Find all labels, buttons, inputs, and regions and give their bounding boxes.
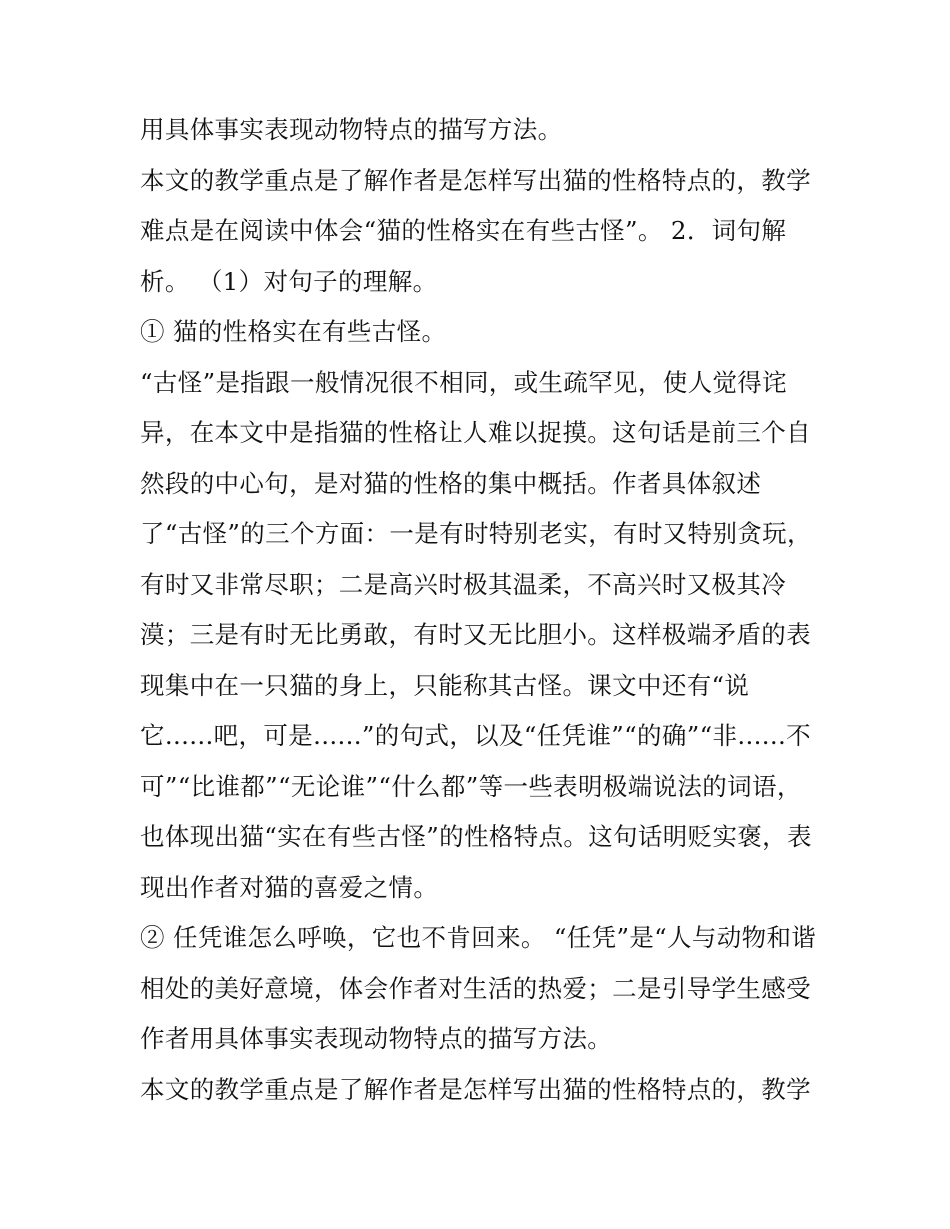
text-line: 现集中在一只猫的身上，只能称其古怪。课文中还有“说 bbox=[140, 670, 750, 700]
text-line: ① 猫的性格实在有些古怪。 bbox=[140, 317, 447, 346]
text-line: 析。 （1）对句子的理解。 bbox=[140, 266, 438, 296]
text-line: 了“古怪”的三个方面：一是有时特别老实，有时又特别贪玩， bbox=[140, 519, 812, 548]
text-line: 异，在本文中是指猫的性格让人难以捉摸。这句话是前三个自 bbox=[140, 418, 811, 447]
text-line: 用具体事实表现动物特点的描写方法。 bbox=[140, 115, 563, 144]
text-line: 可”“比谁都”“无论谁”“什么都”等一些表明极端说法的词语， bbox=[140, 771, 802, 801]
text-line: 本文的教学重点是了解作者是怎样写出猫的性格特点的，教学 bbox=[140, 165, 811, 195]
text-line: 作者用具体事实表现动物特点的描写方法。 bbox=[140, 1024, 613, 1053]
text-line: 难点是在阅读中体会“猫的性格实在有些古怪”。 2．词句解 bbox=[140, 216, 787, 245]
text-line: 然段的中心句，是对猫的性格的集中概括。作者具体叙述 bbox=[140, 468, 762, 498]
text-line: 漠；三是有时无比勇敢，有时又无比胆小。这样极端矛盾的表 bbox=[140, 620, 811, 649]
text-line: “古怪”是指跟一般情况很不相同，或生疏罕见，使人觉得诧 bbox=[140, 367, 787, 397]
document-body bbox=[140, 111, 817, 1109]
text-line: 本文的教学重点是了解作者是怎样写出猫的性格特点的，教学 bbox=[140, 1074, 811, 1104]
text-line: 也体现出猫“实在有些古怪”的性格特点。这句话明贬实褒，表 bbox=[140, 822, 812, 851]
text-line: 它......吧，可是......”的句式，以及“任凭谁”“的确”“非......不 bbox=[140, 721, 812, 750]
text-line: 相处的美好意境，体会作者对生活的热爱；二是引导学生感受 bbox=[140, 973, 811, 1003]
text-line: 现出作者对猫的喜爱之情。 bbox=[140, 872, 439, 902]
text-line: 有时又非常尽职；二是高兴时极其温柔，不高兴时又极其冷 bbox=[140, 569, 787, 599]
text-line: ② 任凭谁怎么呼唤，它也不肯回来。 “任凭”是“人与动物和谐 bbox=[140, 923, 817, 952]
